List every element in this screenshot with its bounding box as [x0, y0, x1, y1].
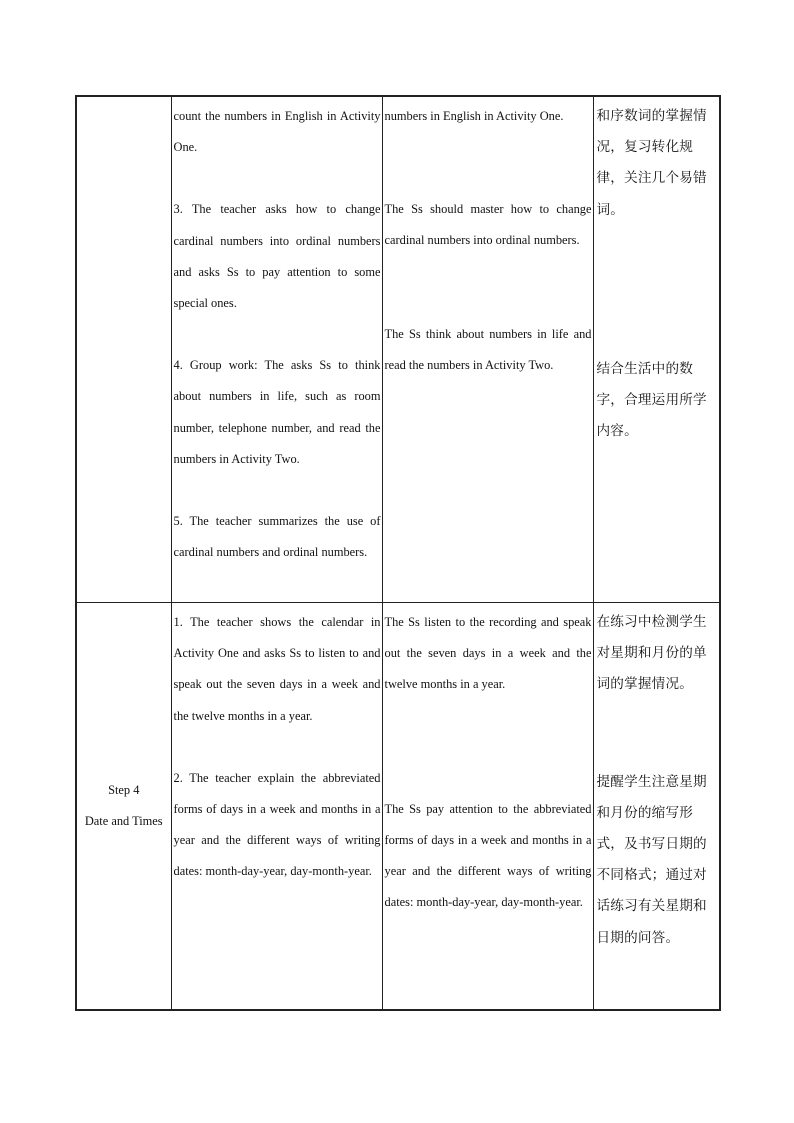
step-cell: [76, 603, 171, 1011]
teacher-activity-cell: [171, 96, 382, 603]
teacher-activity-text: 1. The teacher shows the calendar in Activity One and asks Ss to listen to and speak out the seven days in a week and the twelve months in a year.: [173, 615, 381, 723]
teacher-activity-text: count the numbers in English in Activity One.: [173, 109, 381, 155]
student-activity-text: The Ss think about numbers in life and read the numbers in Activity Two.: [384, 326, 592, 372]
purpose-cell: [593, 96, 720, 603]
table-row: [76, 603, 720, 1011]
teacher-activity-text: 3. The teacher asks how to change cardinal numbers into ordinal numbers and asks Ss to pay attention to some special ones.: [173, 202, 381, 311]
student-activity-text: The Ss listen to the recording and speak out the seven days in a week and the twelve months in a year.: [384, 615, 592, 692]
teacher-activity-text: 2. The teacher explain the abbreviated forms of days in a week and months in a year and the different ways of writing dates: month-day-year, day-month-year.: [173, 770, 381, 879]
purpose-text: 提醒学生注意星期和月份的缩写形式，及书写日期的不同格式；通过对话练习有关星期和日期的问答。: [596, 773, 707, 946]
student-activity-text: The Ss pay attention to the abbreviated forms of days in a week and months in a year and the different ways of writing dates: month-day-year, day-month-year.: [384, 801, 592, 910]
purpose-cell: [593, 603, 720, 1011]
step-cell: [76, 96, 171, 603]
lesson-plan-table: [75, 95, 721, 1011]
student-activity-text: The Ss should master how to change cardinal numbers into ordinal numbers.: [384, 202, 592, 248]
purpose-text: 结合生活中的数字，合理运用所学内容。: [596, 360, 707, 440]
student-activity-cell: [382, 96, 593, 603]
teacher-activity-text: 5. The teacher summarizes the use of cardinal numbers and ordinal numbers.: [173, 514, 381, 560]
table-row: [76, 96, 720, 603]
step-number: Step 4: [108, 783, 140, 797]
student-activity-cell: [382, 603, 593, 1011]
student-activity-text: numbers in English in Activity One.: [384, 109, 564, 123]
teacher-activity-text: 4. Group work: The asks Ss to think about numbers in life, such as room number, telephone number, and read the numbers in Activity Two.: [173, 358, 381, 466]
teacher-activity-cell: [171, 603, 382, 1011]
step-title: Date and Times: [84, 814, 163, 828]
purpose-text: 和序数词的掌握情况，复习转化规律，关注几个易错词。: [596, 108, 707, 218]
purpose-text: 在练习中检测学生对星期和月份的单词的掌握情况。: [596, 614, 707, 693]
